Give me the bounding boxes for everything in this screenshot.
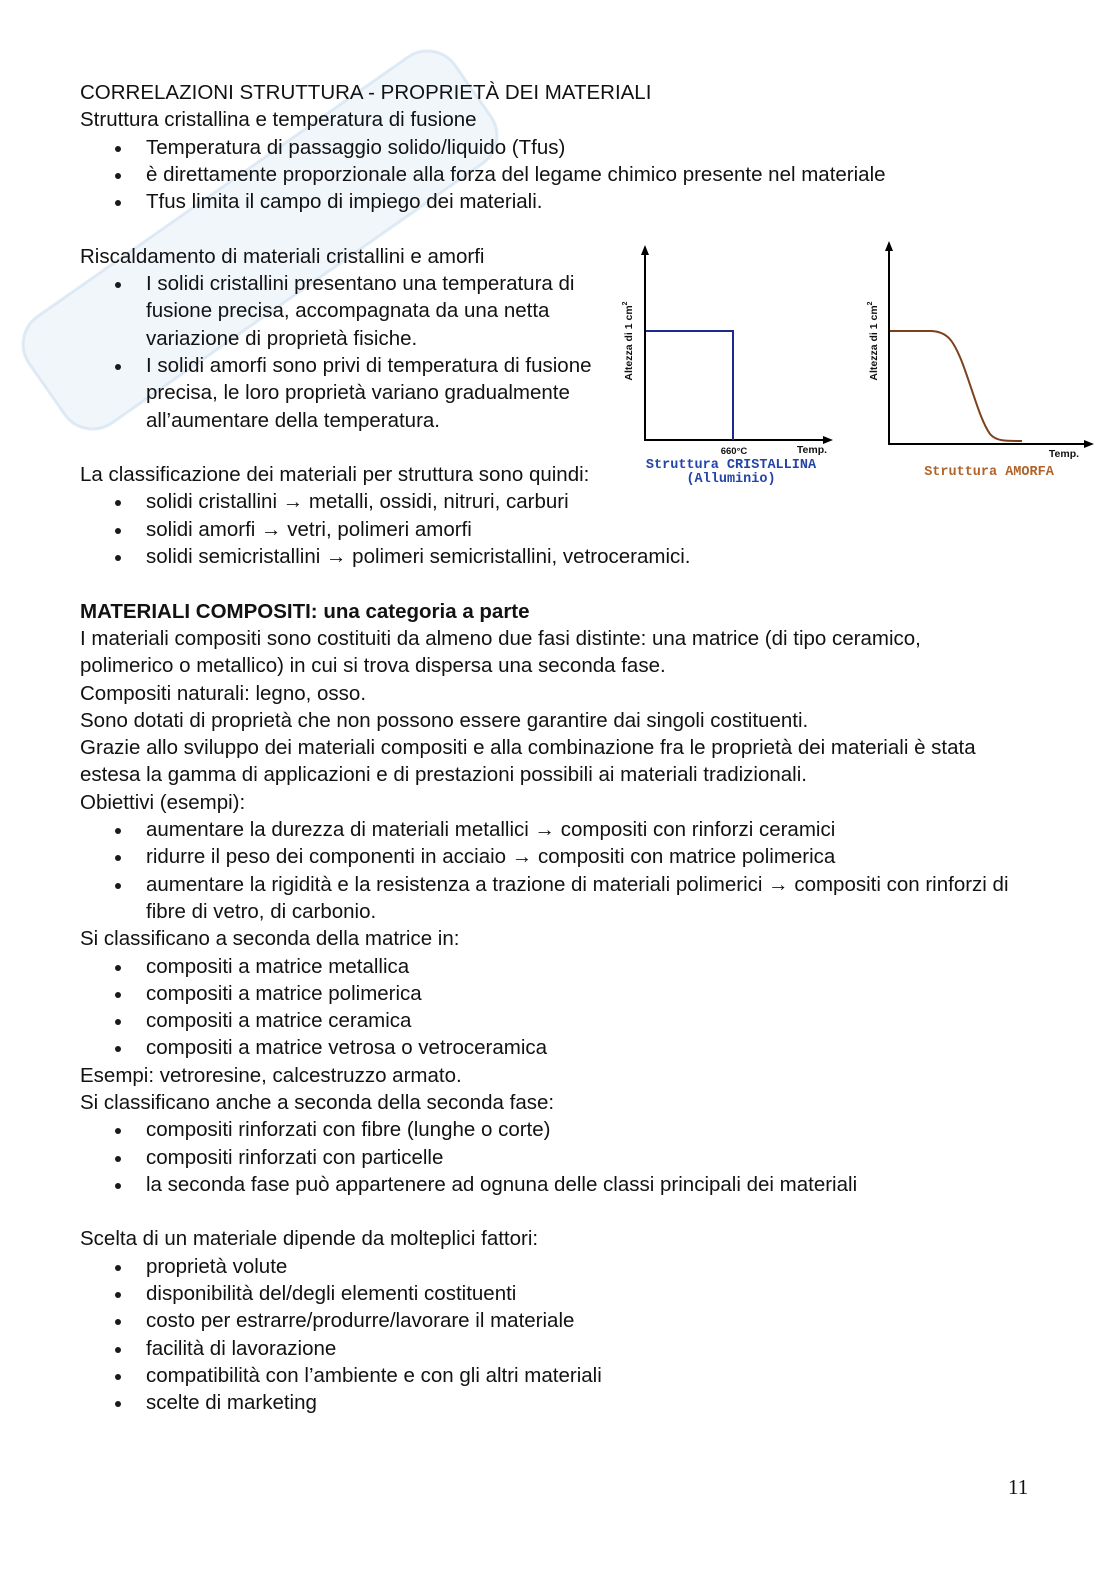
blank-line xyxy=(80,570,1080,597)
y-axis-label xyxy=(867,301,880,380)
bullet-item xyxy=(80,980,1080,1007)
bullet-continuation: all’aumentare della temperatura. xyxy=(146,408,440,432)
bullet-item xyxy=(80,1116,1080,1143)
paragraph-line: Esempi: vetroresine, calcestruzzo armato. xyxy=(80,1063,462,1087)
bullet-item xyxy=(80,1307,1080,1334)
bullet-text: compositi a matrice metallica xyxy=(146,954,410,978)
y-axis-arrow xyxy=(885,241,893,251)
bullet-icon xyxy=(115,965,121,971)
bullet-continuation: precisa, le loro proprietà variano gradualmente xyxy=(146,381,570,405)
sigmoid-curve xyxy=(890,331,1022,441)
x-axis-arrow xyxy=(823,436,833,444)
bullet-icon xyxy=(115,992,121,998)
bullet-text: compositi rinforzati con particelle xyxy=(146,1145,444,1169)
bullet-item xyxy=(80,1144,1080,1171)
bullet-item xyxy=(80,1034,1080,1061)
bullet-item xyxy=(80,1335,1080,1362)
y-axis-arrow xyxy=(641,245,649,255)
bullet-text: I solidi amorfi sono privi di temperatura di fusione xyxy=(146,353,592,377)
bullet-item xyxy=(80,1280,1080,1307)
bullet-item xyxy=(80,543,1080,570)
bullet-icon xyxy=(115,1292,121,1298)
x-axis-label: Temp. xyxy=(1048,448,1080,460)
bullet-icon xyxy=(115,555,121,561)
figures xyxy=(600,230,1110,495)
bullet-text: I solidi cristallini presentano una temperatura di xyxy=(146,272,575,296)
bullet-text: Tfus limita il campo di impiego dei materiali. xyxy=(146,190,543,214)
list-label: Si classificano a seconda della matrice in: xyxy=(80,927,460,951)
paragraph-line: I materiali compositi sono costituiti da almeno due fasi distinte: una matrice (di tipo ceramico, xyxy=(80,626,921,650)
bullet-continuation: variazione di proprietà fisiche. xyxy=(146,326,418,350)
bullet-item xyxy=(80,516,1080,543)
subsection-heading: Struttura cristallina e temperatura di fusione xyxy=(80,108,477,132)
bullet-item xyxy=(80,871,1080,898)
bullet-text: solidi amorfi → vetri, polimeri amorfi xyxy=(146,517,472,541)
paragraph-line: La classificazione dei materiali per struttura sono quindi: xyxy=(80,463,590,487)
chart-subtitle: (Alluminio) xyxy=(686,472,776,487)
bullet-text: Temperatura di passaggio solido/liquido (Tfus) xyxy=(146,135,566,159)
bullet-text: compositi a matrice polimerica xyxy=(146,981,422,1005)
page-number: 11 xyxy=(1008,1475,1029,1499)
x-tick-label: 660°C xyxy=(720,446,748,457)
bullet-icon xyxy=(115,146,121,152)
bullet-icon xyxy=(115,1401,121,1407)
bullet-icon xyxy=(115,200,121,206)
bullet-icon xyxy=(115,883,121,889)
bullet-text: aumentare la rigidità e la resistenza a trazione di materiali polimerici → compositi con rinforzi di xyxy=(146,872,1009,896)
bullet-item xyxy=(80,843,1080,870)
bullet-text: compositi a matrice ceramica xyxy=(146,1009,412,1033)
bullet-text: compositi rinforzati con fibre (lunghe o corte) xyxy=(146,1118,551,1142)
y-axis-label-text: Altezza di 1 cm xyxy=(868,305,880,381)
bullet-continuation: fusione precisa, accompagnata da una netta xyxy=(146,299,550,323)
chart-title: Struttura CRISTALLINA xyxy=(645,458,817,473)
chart-cristallina xyxy=(622,245,833,487)
bullet-text: solidi semicristallini → polimeri semicristallini, vetroceramici. xyxy=(146,545,691,569)
bullet-icon xyxy=(115,1156,121,1162)
bullet-icon xyxy=(115,1128,121,1134)
subsection-heading: Riscaldamento di materiali cristallini e amorfi xyxy=(80,244,485,268)
bullet-icon xyxy=(115,1374,121,1380)
bullet-item xyxy=(80,1389,1080,1416)
bullet-text: scelte di marketing xyxy=(146,1391,317,1415)
bullet-icon xyxy=(115,1319,121,1325)
bullet-continuation: fibre di vetro, di carbonio. xyxy=(146,899,377,923)
bullet-text: proprietà volute xyxy=(146,1254,288,1278)
bullet-text: compatibilità con l’ambiente e con gli altri materiali xyxy=(146,1363,602,1387)
bullet-icon xyxy=(115,1265,121,1271)
chart-title: Struttura AMORFA xyxy=(924,465,1054,480)
bullet-text: aumentare la durezza di materiali metallici → compositi con rinforzi ceramici xyxy=(146,818,836,842)
bullet-text: è direttamente proporzionale alla forza del legame chimico presente nel materiale xyxy=(146,162,886,186)
bullet-text: costo per estrarre/produrre/lavorare il materiale xyxy=(146,1309,575,1333)
bullet-item xyxy=(80,1171,1080,1198)
paragraph-line: estesa la gamma di applicazioni e di prestazioni possibili ai materiali tradizionali. xyxy=(80,763,807,787)
paragraph-line: Grazie allo sviluppo dei materiali compositi e alla combinazione fra le proprietà dei materiali è stata xyxy=(80,736,976,760)
list-label: Obiettivi (esempi): xyxy=(80,790,246,814)
section-heading: MATERIALI COMPOSITI: una categoria a parte xyxy=(80,599,530,623)
bullet-icon xyxy=(115,1183,121,1189)
bullet-icon xyxy=(115,828,121,834)
paragraph-line: Sono dotati di proprietà che non possono essere garantire dai singoli costituenti. xyxy=(80,708,809,732)
bullet-icon xyxy=(115,1019,121,1025)
bullet-text: solidi cristallini → metalli, ossidi, nitruri, carburi xyxy=(146,490,569,514)
bullet-text: facilità di lavorazione xyxy=(146,1336,337,1360)
bullet-icon xyxy=(115,1046,121,1052)
bullet-icon xyxy=(115,855,121,861)
x-axis-arrow xyxy=(1084,440,1094,448)
y-axis-label-text: Altezza di 1 cm xyxy=(623,305,635,381)
paragraph-line: Compositi naturali: legno, osso. xyxy=(80,681,367,705)
y-axis-label-superscript: 2 xyxy=(622,301,629,306)
bullet-icon xyxy=(115,173,121,179)
chart-amorfa xyxy=(867,241,1094,480)
step-curve xyxy=(646,331,733,440)
y-axis-label xyxy=(622,301,635,380)
bullet-item xyxy=(80,1253,1080,1280)
bullet-item xyxy=(80,161,1080,188)
bullet-icon xyxy=(115,364,121,370)
bullet-text: la seconda fase può appartenere ad ognuna delle classi principali dei materiali xyxy=(146,1172,858,1196)
bullet-item xyxy=(80,1362,1080,1389)
x-axis-label: Temp. xyxy=(796,444,828,456)
y-axis-label-superscript: 2 xyxy=(867,301,874,306)
bullet-icon xyxy=(115,1347,121,1353)
bullet-item xyxy=(80,134,1080,161)
bullet-icon xyxy=(115,528,121,534)
bullet-text: disponibilità del/degli elementi costituenti xyxy=(146,1282,517,1306)
blank-line xyxy=(80,1198,1080,1225)
list-label: Si classificano anche a seconda della seconda fase: xyxy=(80,1090,555,1114)
bullet-item xyxy=(80,188,1080,215)
bullet-icon xyxy=(115,500,121,506)
bullet-text: ridurre il peso dei componenti in acciaio → compositi con matrice polimerica xyxy=(146,845,836,869)
bullet-text: compositi a matrice vetrosa o vetroceramica xyxy=(146,1036,548,1060)
bullet-icon xyxy=(115,282,121,288)
bullet-item xyxy=(80,1007,1080,1034)
bullet-item xyxy=(80,953,1080,980)
section-title: CORRELAZIONI STRUTTURA - PROPRIETÀ DEI MATERIALI xyxy=(80,81,652,104)
paragraph-line: polimerico o metallico) in cui si trova dispersa una seconda fase. xyxy=(80,654,666,678)
paragraph-line: Scelta di un materiale dipende da molteplici fattori: xyxy=(80,1227,539,1251)
bullet-item xyxy=(80,816,1080,843)
